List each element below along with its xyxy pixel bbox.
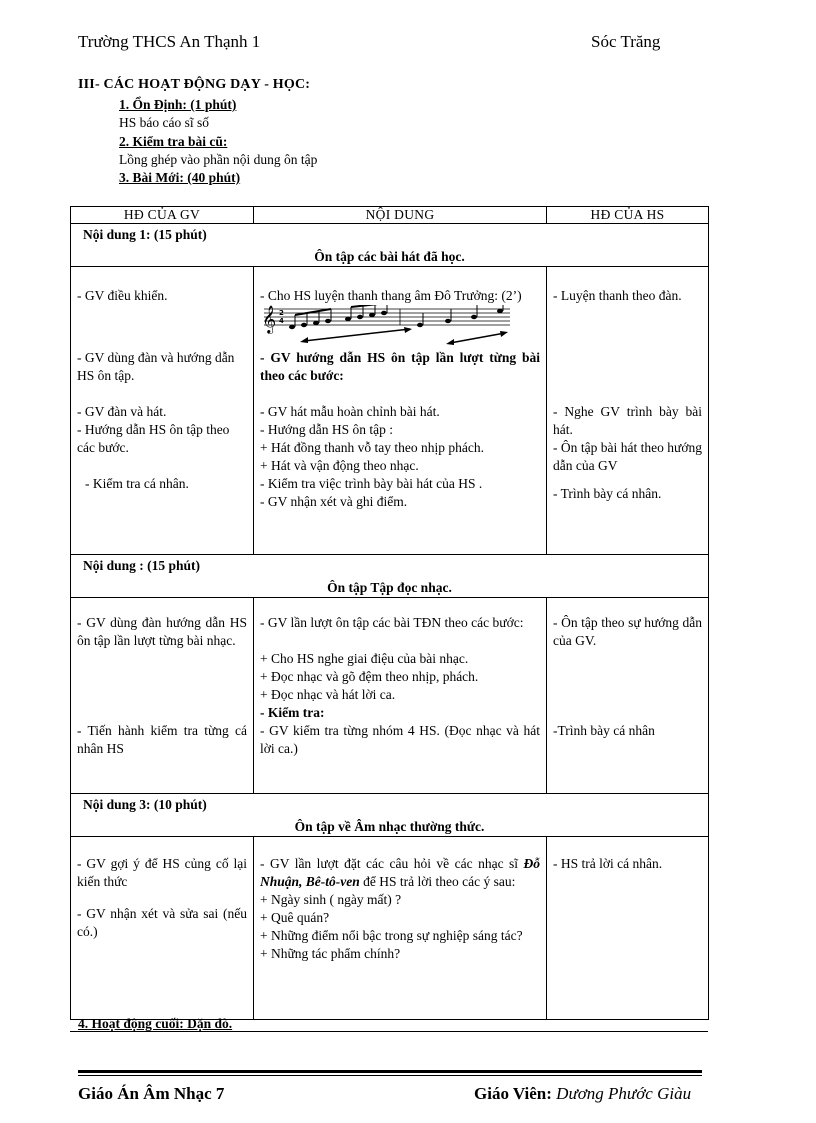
- part3-content-cell: [254, 837, 547, 1020]
- section-title: III- CÁC HOẠT ĐỘNG DẠY - HỌC:: [78, 77, 311, 92]
- step1-title: 1. Ổn Định: (1 phút): [119, 97, 237, 112]
- part1-student-cell: [547, 267, 709, 555]
- part1-nd-5: + Hát đồng thanh vỗ tay theo nhịp phách.: [260, 440, 484, 455]
- part3-nd-3: + Những điểm nổi bậc trong sự nghiệp sáng tác?: [260, 928, 523, 943]
- treble-clef-icon: 𝄞: [262, 305, 277, 333]
- lesson-table: [70, 206, 709, 1020]
- col-header-content: NỘI DUNG: [254, 207, 547, 224]
- footer-teacher: [474, 1084, 691, 1104]
- footer-teacher-label: Giáo Viên:: [474, 1084, 552, 1103]
- closing-activity: 4. Hoạt động cuối: Dặn dò.: [78, 1016, 233, 1031]
- part1-gv-1: - GV điều khiển.: [77, 288, 168, 303]
- part2-teacher-cell: [71, 598, 254, 794]
- part1-gv-5: - Kiểm tra cá nhân.: [85, 476, 189, 491]
- part2-title-row: [71, 555, 709, 598]
- closing-divider: [70, 1031, 708, 1032]
- part1-nd-4: - Hướng dẫn HS ôn tập :: [260, 422, 393, 437]
- part3-title-row: [71, 794, 709, 837]
- part3-nd-intro-text: - GV lần lượt đặt các câu hỏi về các nhạc sĩ: [260, 856, 519, 871]
- part1-hs-2: - Nghe GV trình bày bài hát.: [553, 404, 702, 437]
- step2-text: Lồng ghép vào phần nội dung ôn tập: [119, 152, 318, 167]
- part1-nd-1: - Cho HS luyện thanh thang âm Đô Trưởng: (2’): [260, 288, 522, 303]
- part2-gv-1: - GV dùng đàn hướng dẫn HS ôn tập lần lượt từng bài nhạc.: [77, 615, 247, 648]
- music-staff-image: [260, 305, 512, 349]
- part1-nd-3: - GV hát mẫu hoàn chỉnh bài hát.: [260, 404, 440, 419]
- part2-content-cell: [254, 598, 547, 794]
- part3-gv-1: - GV gợi ý để HS củng cố lại kiến thức: [77, 856, 247, 889]
- part1-title-row: [71, 224, 709, 267]
- school-name: Trường THCS An Thạnh 1: [78, 32, 261, 51]
- col-header-student: HĐ CỦA HS: [547, 207, 709, 224]
- step2-title: 2. Kiểm tra bài cũ:: [119, 134, 228, 149]
- step3-title: 3. Bài Mới: (40 phút): [119, 170, 241, 185]
- part1-label: Nội dung 1: (15 phút): [83, 227, 207, 242]
- part3-teacher-cell: [71, 837, 254, 1020]
- part3-student-cell: [547, 837, 709, 1020]
- part2-nd-6: - GV kiểm tra từng nhóm 4 HS. (Đọc nhạc và hát lời ca.): [260, 723, 540, 756]
- svg-text:4: 4: [279, 317, 284, 325]
- svg-text:2: 2: [279, 309, 284, 317]
- part3-nd-intro: [260, 855, 540, 891]
- part1-title: Ôn tập các bài hát đã học.: [314, 249, 465, 264]
- province-name: Sóc Trăng: [591, 32, 661, 51]
- footer-rule-thin: [78, 1075, 702, 1076]
- part1-hs-4: - Trình bày cá nhân.: [553, 486, 662, 501]
- step1-text: HS báo cáo sĩ số: [119, 115, 209, 130]
- part1-gv-2: - GV dùng đàn và hướng dẫn HS ôn tập.: [77, 350, 235, 383]
- part3-title: Ôn tập về Âm nhạc thường thức.: [294, 819, 485, 834]
- part2-nd-1: - GV lần lượt ôn tập các bài TĐN theo các bước:: [260, 615, 524, 630]
- part2-gv-2: - Tiến hành kiểm tra từng cá nhân HS: [77, 723, 247, 756]
- part3-nd-4: + Những tác phẩm chính?: [260, 946, 401, 961]
- composer-names: Đỗ Nhuận, Bê-tô-ven: [260, 856, 541, 889]
- part2-hs-1: - Ôn tập theo sự hướng dẫn của GV.: [553, 615, 702, 648]
- part1-gv-4: - Hướng dẫn HS ôn tập theo các bước.: [77, 422, 230, 455]
- part1-nd-8: - GV nhận xét và ghi điểm.: [260, 494, 408, 509]
- part3-label: Nội dung 3: (10 phút): [83, 797, 207, 812]
- part1-nd-2: - GV hướng dẫn HS ôn tập lần lượt từng bài theo các bước:: [260, 350, 540, 383]
- col-header-teacher: HĐ CỦA GV: [71, 207, 254, 224]
- part2-nd-4: + Đọc nhạc và hát lời ca.: [260, 687, 396, 702]
- part1-teacher-cell: [71, 267, 254, 555]
- part1-content-cell: [254, 267, 547, 555]
- part2-nd-3: + Đọc nhạc và gõ đệm theo nhịp, phách.: [260, 669, 479, 684]
- part2-label: Nội dung : (15 phút): [83, 558, 201, 573]
- part3-gv-2: - GV nhận xét và sửa sai (nếu có.): [77, 906, 247, 939]
- part1-hs-1: - Luyện thanh theo đàn.: [553, 288, 682, 303]
- footer-rule-thick: [78, 1070, 702, 1073]
- part2-nd-2: + Cho HS nghe giai điệu của bài nhạc.: [260, 651, 469, 666]
- part1-hs-3: - Ôn tập bài hát theo hướng dẫn của GV: [553, 440, 702, 473]
- part2-student-cell: [547, 598, 709, 794]
- part2-title: Ôn tập Tập đọc nhạc.: [327, 580, 452, 595]
- part3-nd-1: + Ngày sinh ( ngày mất) ?: [260, 892, 402, 907]
- part1-gv-3: - GV đàn và hát.: [77, 404, 167, 419]
- part3-nd-intro-text2: để HS trả lời theo các ý sau:: [363, 874, 516, 889]
- part3-hs-1: - HS trả lời cá nhân.: [553, 856, 663, 871]
- part2-nd-5: - Kiểm tra:: [260, 705, 325, 720]
- part1-nd-7: - Kiểm tra việc trình bày bài hát của HS .: [260, 476, 483, 491]
- footer-lesson-plan: Giáo Án Âm Nhạc 7: [78, 1084, 225, 1103]
- part3-nd-2: + Quê quán?: [260, 910, 330, 925]
- teacher-name: Dương Phước Giàu: [556, 1084, 692, 1103]
- part1-nd-6: + Hát và vận động theo nhạc.: [260, 458, 419, 473]
- part2-hs-2: -Trình bày cá nhân: [553, 723, 655, 738]
